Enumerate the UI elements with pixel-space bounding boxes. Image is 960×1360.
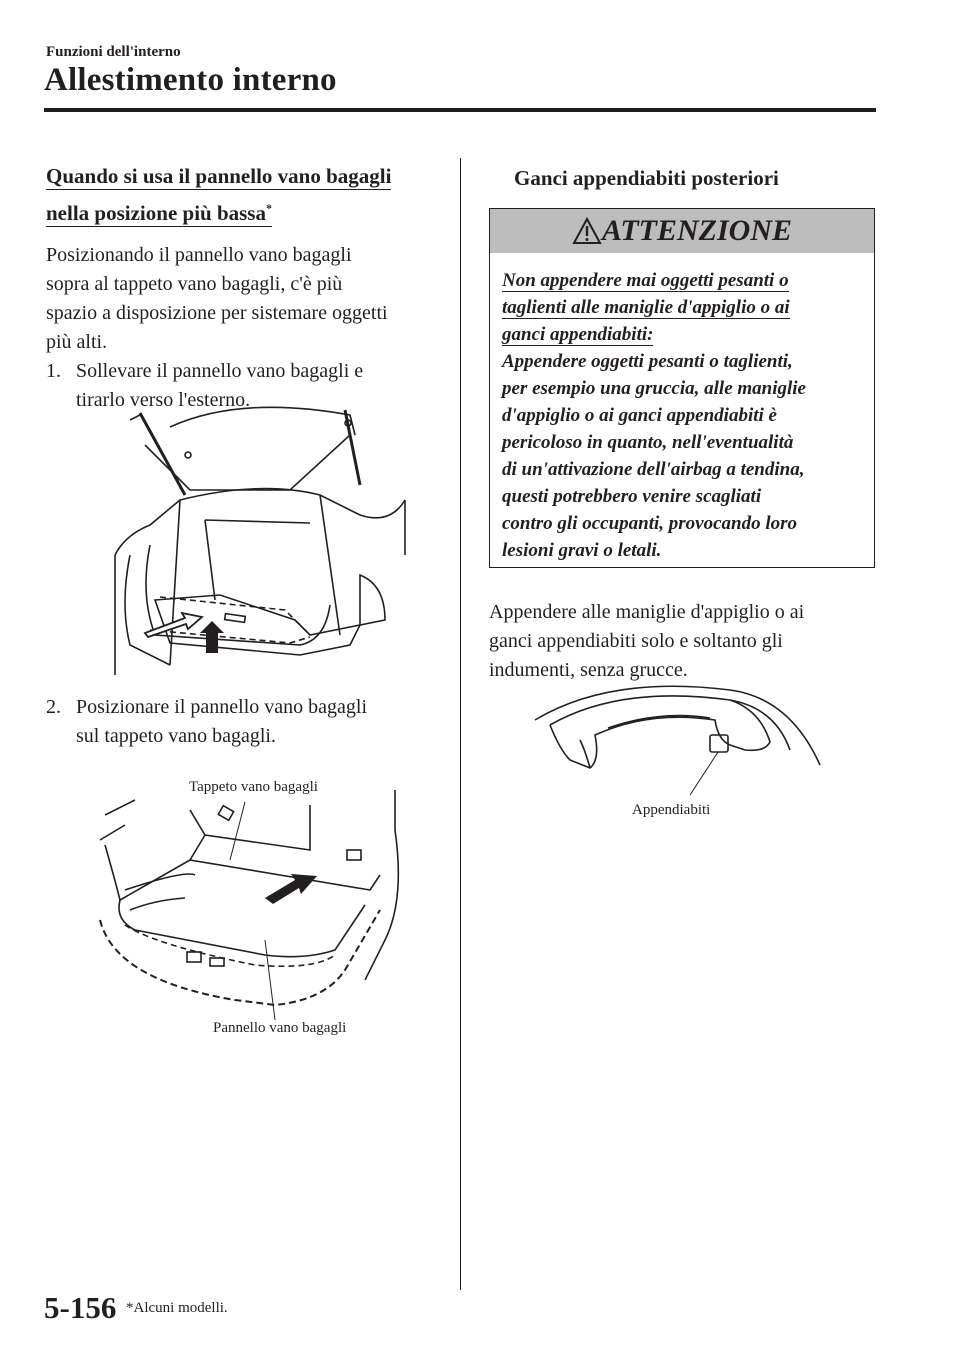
intro-line: Posizionando il pannello vano bagagli: [46, 244, 352, 266]
step-2: [46, 693, 446, 751]
left-column: [46, 160, 446, 415]
column-divider: [460, 158, 461, 1290]
label-hanger: Appendiabiti: [632, 802, 711, 818]
right-heading: Ganci appendiabiti posteriori: [514, 166, 779, 190]
step-line: Posizionare il pannello vano bagagli: [76, 696, 368, 718]
caution-line: d'appiglio o ai ganci appendiabiti è: [502, 405, 777, 426]
caution-box: [489, 208, 875, 568]
caution-line: Appendere oggetti pesanti o taglienti,: [502, 351, 793, 372]
figure-grab-handle: [530, 680, 830, 810]
step-number: 2.: [46, 696, 61, 718]
chapter-title: Allestimento interno: [44, 62, 337, 98]
label-carpet: Tappeto vano bagagli: [189, 779, 318, 795]
caution-underlined-line: ganci appendiabiti:: [502, 324, 654, 345]
step-line: Sollevare il pannello vano bagagli e: [76, 360, 364, 382]
caution-line: questi potrebbero venire scagliati: [502, 486, 762, 507]
footnote: *Alcuni modelli.: [126, 1300, 228, 1316]
caution-line: per esempio una gruccia, alle maniglie: [502, 378, 806, 399]
caution-line: pericoloso in quanto, nell'eventualità: [502, 432, 794, 453]
footnote-mark: *: [265, 201, 272, 215]
hanger-paragraph: [489, 598, 889, 685]
step-line: tirarlo verso l'esterno.: [76, 389, 251, 411]
label-panel: Pannello vano bagagli: [213, 1020, 347, 1036]
figure-panel-on-carpet: [95, 780, 415, 1020]
header-rule: [44, 108, 876, 112]
arrow-icon: [265, 874, 317, 904]
left-heading-line-1: Quando si usa il pannello vano bagagli: [46, 164, 392, 188]
caution-line: di un'attivazione dell'airbag a tendina,: [502, 459, 805, 480]
intro-paragraph: [46, 241, 446, 357]
warning-triangle-icon: [572, 217, 602, 245]
caution-underlined-line: Non appendere mai oggetti pesanti o: [502, 270, 789, 291]
left-heading-line-2: nella posizione più bassa: [46, 201, 266, 225]
paragraph-line: ganci appendiabiti solo e soltanto gli: [489, 630, 783, 652]
caution-body: [490, 253, 874, 564]
caution-line: contro gli occupanti, provocando loro: [502, 513, 798, 534]
intro-line: sopra al tappeto vano bagagli, c'è più: [46, 273, 343, 295]
page-number: 5-156: [44, 1290, 117, 1325]
paragraph-line: Appendere alle maniglie d'appiglio o ai: [489, 601, 805, 623]
paragraph-line: indumenti, senza grucce.: [489, 659, 688, 681]
section-label: Funzioni dell'interno: [46, 44, 181, 60]
figure-cargo-panel-lift: [110, 405, 410, 685]
left-heading: [46, 160, 446, 229]
step-line: sul tappeto vano bagagli.: [76, 725, 276, 747]
caution-header: [490, 209, 874, 253]
intro-line: più alti.: [46, 331, 108, 353]
caution-underlined-line: taglienti alle maniglie d'appiglio o ai: [502, 297, 790, 318]
intro-line: spazio a disposizione per sistemare oggetti: [46, 302, 388, 324]
caution-line: lesioni gravi o letali.: [502, 540, 662, 561]
caution-title: ATTENZIONE: [601, 214, 793, 247]
step-number: 1.: [46, 360, 61, 382]
